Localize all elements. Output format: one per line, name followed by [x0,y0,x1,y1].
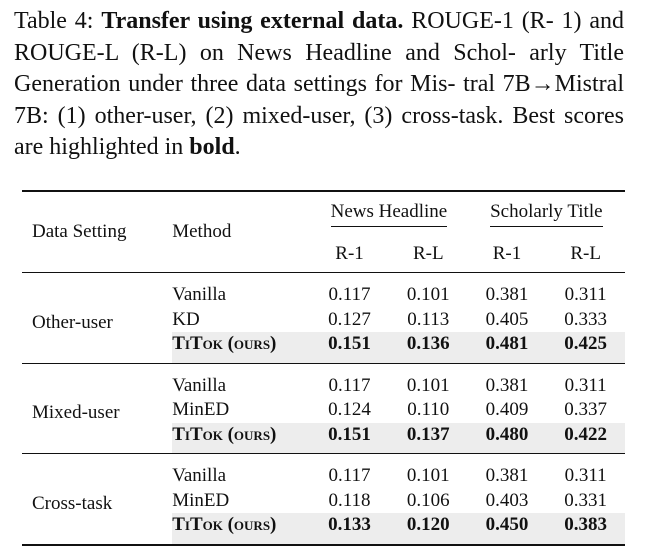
table-row [22,273,625,308]
method-cell: TiTok (ours) [172,332,310,363]
setting-cell: Cross-task [32,492,113,514]
method-cell: KD [172,308,200,330]
value-cell: 0.311 [564,465,607,487]
header-nh-r1: R-1 [335,243,364,264]
header-scholarly-title-label: Scholarly Title [490,201,602,227]
value-cell: 0.117 [328,374,371,396]
method-cell: TiTok (ours) [172,513,310,545]
caption-bold-word: bold [189,134,235,160]
value-cell: 0.118 [328,489,371,511]
value-cell: 0.381 [485,374,529,396]
caption-line-1: ROUGE-1 (R- [411,8,554,34]
header-data-setting: Data Setting [32,221,127,242]
header-news-headline-label: News Headline [331,201,448,227]
value-cell: 0.333 [564,308,608,330]
value-cell: 0.136 [389,332,468,363]
caption-title: Transfer using external data. [101,8,404,34]
method-cell: Vanilla [172,465,227,487]
value-cell: 0.381 [485,465,529,487]
value-cell: 0.151 [310,332,389,363]
header-row-1 [22,191,625,236]
value-cell: 0.425 [546,332,625,363]
setting-cell: Other-user [32,311,113,333]
header-nh-rl: R-L [412,243,444,264]
value-cell: 0.331 [564,489,608,511]
value-cell: 0.127 [328,308,371,330]
value-cell: 0.383 [546,513,625,545]
value-cell: 0.337 [564,399,608,421]
caption-line-5: cross-task. Best scores are highlighted in [14,102,625,160]
caption-line-3: arly Title Generation under three data settings for Mis- [14,39,624,97]
value-cell: 0.409 [485,399,529,421]
method-cell: Vanilla [172,374,227,396]
value-cell: 0.101 [406,374,450,396]
value-cell: 0.381 [485,284,529,306]
table-caption [14,6,624,164]
value-cell: 0.450 [468,513,547,545]
value-cell: 0.113 [407,308,450,330]
caption-line-4: tral 7B→Mistral 7B: (1) other-user, (2) mixed-user, (3) [14,71,624,129]
header-st-rl: R-L [570,243,601,264]
method-cell: MinED [172,489,230,511]
value-cell: 0.101 [406,284,450,306]
value-cell: 0.117 [328,284,371,306]
value-cell: 0.120 [389,513,468,545]
table-row [22,454,625,489]
value-cell: 0.124 [328,399,371,421]
header-method: Method [172,221,232,242]
value-cell: 0.106 [406,489,450,511]
setting-cell: Mixed-user [32,402,120,424]
value-cell: 0.117 [328,465,371,487]
method-cell: TiTok (ours) [172,423,310,454]
value-cell: 0.405 [485,308,529,330]
table-row [22,363,625,398]
results-table [22,190,625,546]
value-cell: 0.481 [468,332,547,363]
value-cell: 0.311 [564,284,607,306]
header-scholarly-title [468,191,625,236]
value-cell: 0.133 [310,513,389,545]
method-cell: Vanilla [172,284,227,306]
caption-line-2: 1) and ROUGE-L (R-L) on News Headline and Schol- [14,8,625,66]
value-cell: 0.311 [564,374,607,396]
value-cell: 0.137 [389,423,468,454]
value-cell: 0.101 [406,465,450,487]
value-cell: 0.422 [546,423,625,454]
value-cell: 0.403 [485,489,529,511]
method-cell: MinED [172,399,230,421]
value-cell: 0.110 [407,399,450,421]
caption-period: . [234,134,241,160]
header-st-r1: R-1 [492,243,522,264]
value-cell: 0.151 [310,423,389,454]
value-cell: 0.480 [468,423,547,454]
caption-label: Table 4: [14,8,94,34]
header-news-headline [310,191,468,236]
